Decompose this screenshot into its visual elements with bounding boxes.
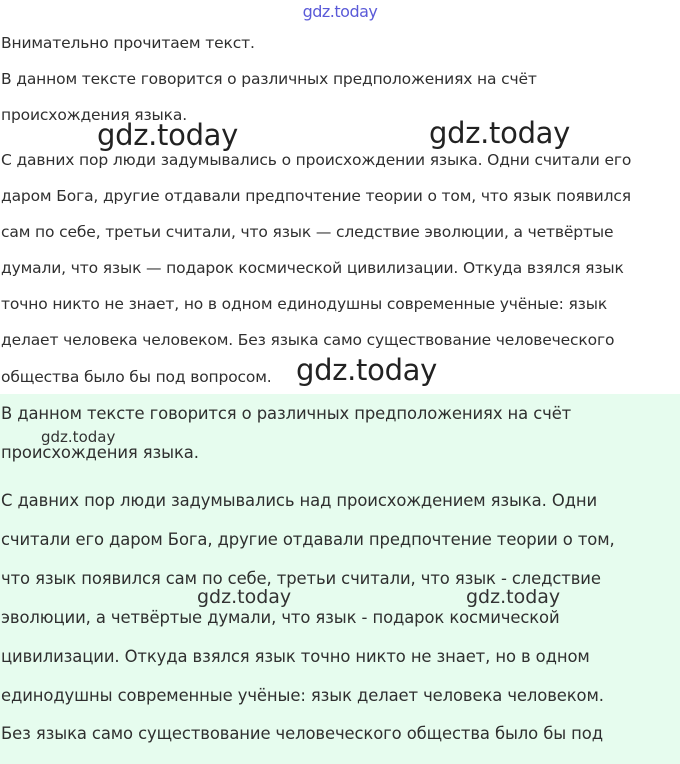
watermark: gdz.today [197,586,292,608]
watermark: gdz.today [97,118,239,152]
text-section-highlighted [0,394,680,764]
text-line: точно никто не знает, но в одном единодушны современные учёные: язык [1,295,608,313]
text-section-original [0,28,680,394]
text-line: С давних пор люди задумывались над происхождением языка. Одни [1,491,598,510]
watermark: gdz.today [41,428,116,446]
text-line: эволюции, а четвёртые думали, что язык - подарок космической [1,608,560,627]
watermark-top: gdz.today [302,2,378,21]
text-line: Внимательно прочитаем текст. [1,34,255,52]
text-line: Без языка само существование человеческого общества было бы под [1,724,603,743]
watermark: gdz.today [296,353,438,387]
text-line: В данном тексте говорится о различных предположениях на счёт [1,404,572,423]
text-line: что язык появился сам по себе, третьи считали, что язык - следствие [1,569,601,588]
text-line: общества было бы под вопросом. [1,368,272,386]
text-line: С давних пор люди задумывались о происхождении языка. Одни считали его [1,151,632,169]
text-line: делает человека человеком. Без языка само существование человеческого [1,331,615,349]
text-line: считали его даром Бога, другие отдавали предпочтение теории о том, [1,530,615,549]
text-line: происхождения языка. [1,443,199,462]
text-line: даром Бога, другие отдавали предпочтение теории о том, что язык появился [1,187,631,205]
text-line: цивилизации. Откуда взялся язык точно никто не знает, но в одном [1,647,590,666]
text-line: В данном тексте говорится о различных предположениях на счёт [1,70,537,88]
watermark: gdz.today [466,586,561,608]
text-line: думали, что язык — подарок космической цивилизации. Откуда взялся язык [1,259,624,277]
watermark: gdz.today [429,116,571,150]
text-line: единодушны современные учёные: язык делает человека человеком. [1,686,604,705]
text-line: происхождения языка. [1,106,187,124]
text-line: сам по себе, третьи считали, что язык — следствие эволюции, а четвёртые [1,223,614,241]
